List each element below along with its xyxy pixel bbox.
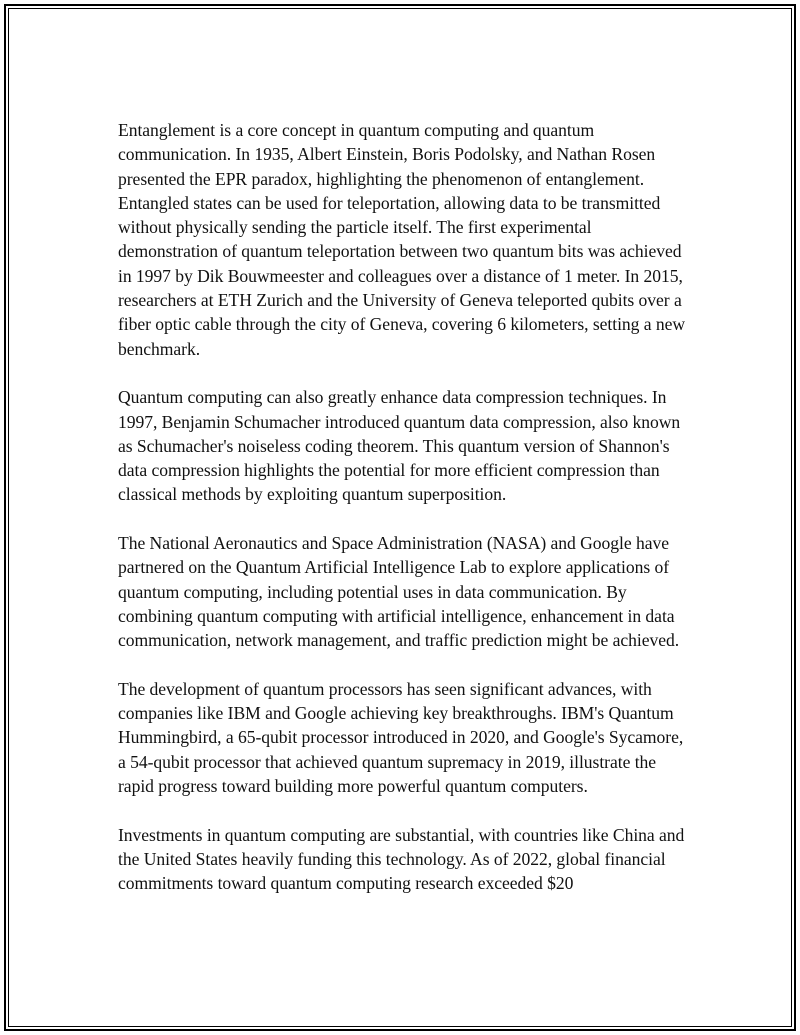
document-body <box>118 118 694 920</box>
paragraph-nasa-google: The National Aeronautics and Space Administration (NASA) and Google have partnered on the Quantum Artificial Intelligence Lab to explore applications of quantum computing, including potential uses in data communication. By combining quantum computing with artificial intelligence, enhancement in data communication, network management, and traffic prediction might be achieved. <box>118 533 680 651</box>
paragraph-entanglement: Entanglement is a core concept in quantum computing and quantum communication. In 1935, Albert Einstein, Boris Podolsky, and Nathan Rosen presented the EPR paradox, highlighting the phenomenon of entanglement. Entangled states can be used for teleportation, allowing data to be transmitted without physically sending the particle itself. The first experimental demonstration of quantum teleportation between two quantum bits was achieved in 1997 by Dik Bouwmeester and colleagues over a distance of 1 meter. In 2015, researchers at ETH Zurich and the University of Geneva teleported qubits over a fiber optic cable through the city of Geneva, covering 6 kilometers, setting a new benchmark. <box>118 120 686 359</box>
paragraph-data-compression: Quantum computing can also greatly enhance data compression techniques. In 1997, Benjamin Schumacher introduced quantum data compression, also known as Schumacher's noiseless coding theorem. This quantum version of Shannon's data compression highlights the potential for more efficient compression than classical methods by exploiting quantum superposition. <box>118 387 681 505</box>
paragraph-quantum-processors: The development of quantum processors has seen significant advances, with companies like IBM and Google achieving key breakthroughs. IBM's Quantum Hummingbird, a 65-qubit processor introduced in 2020, and Google's Sycamore, a 54-qubit processor that achieved quantum supremacy in 2019, illustrate the rapid progress toward building more powerful quantum computers. <box>118 678 684 797</box>
paragraph-investments: Investments in quantum computing are substantial, with countries like China and the United States heavily funding this technology. As of 2022, global financial commitments toward quantum computing research exceeded $20 <box>118 824 685 894</box>
